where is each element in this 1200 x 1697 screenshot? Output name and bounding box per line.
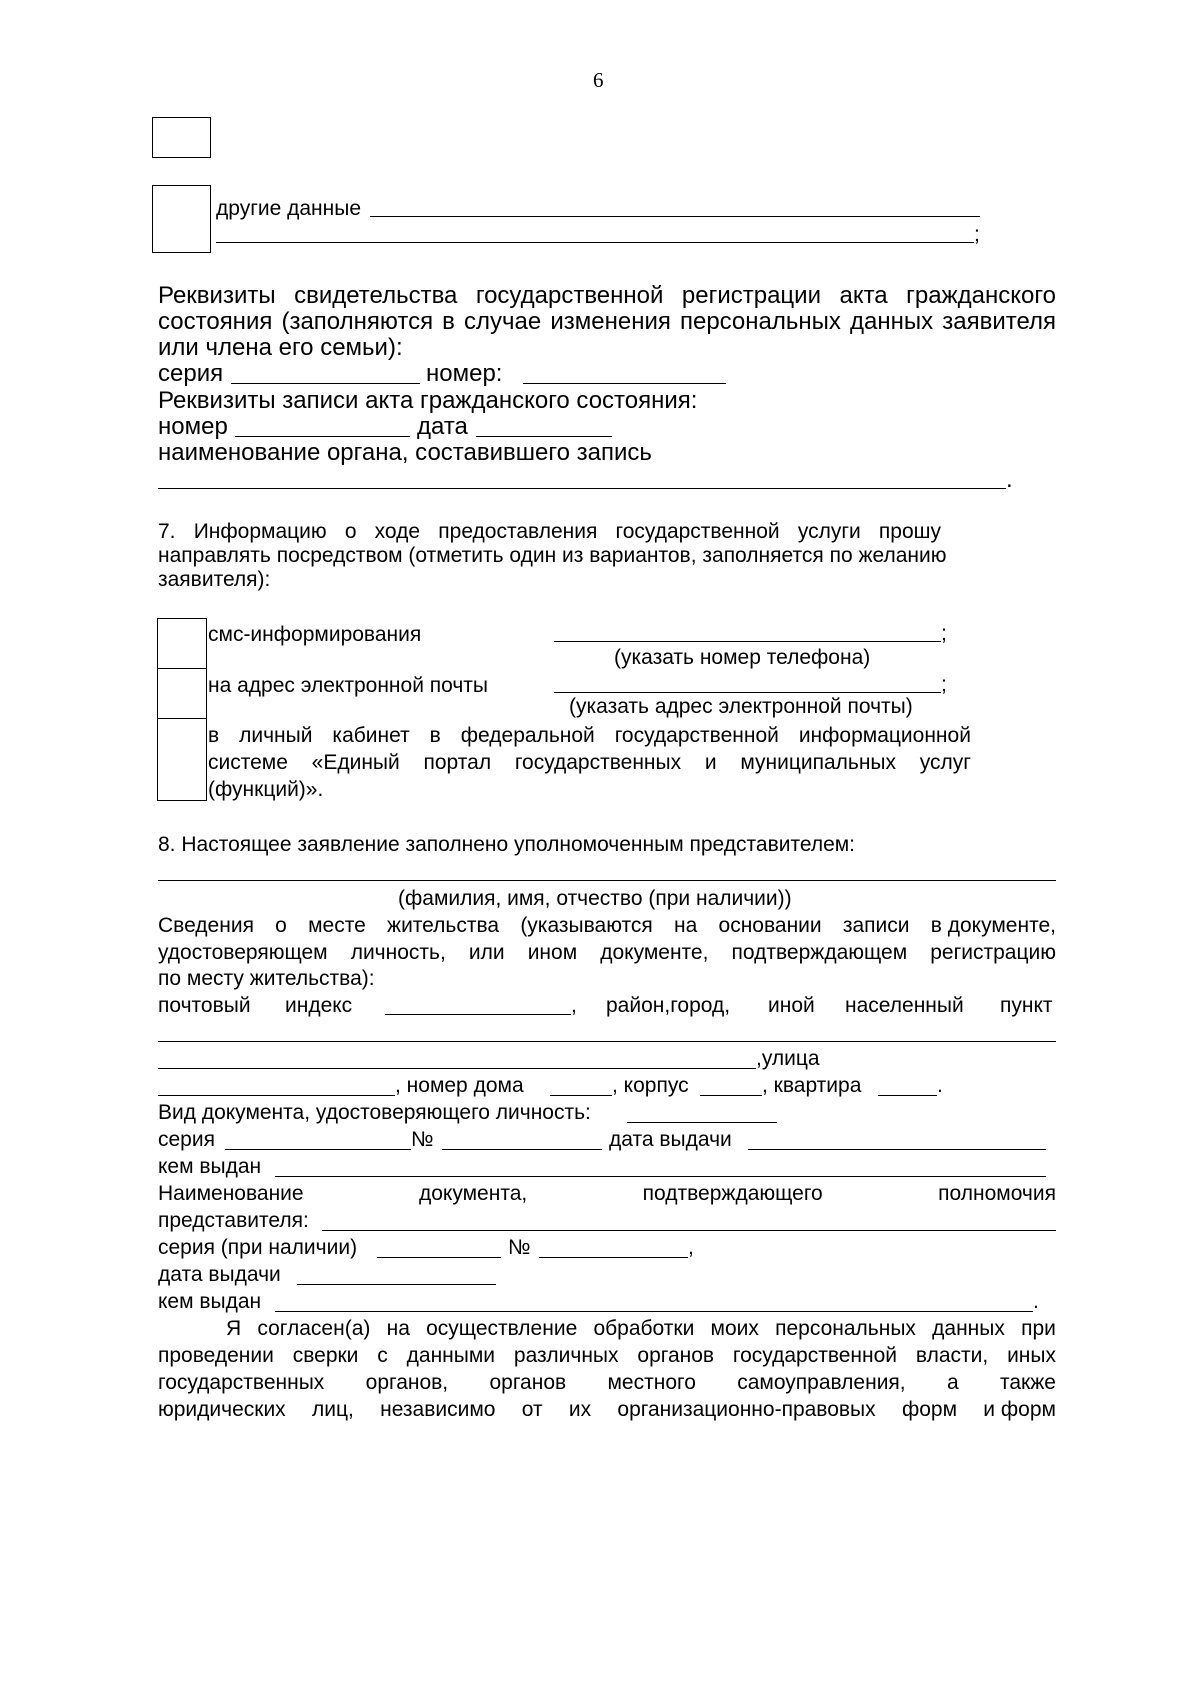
- other-data-end: ;: [974, 223, 980, 246]
- word: системе: [208, 751, 288, 774]
- email-address-field[interactable]: [554, 692, 941, 693]
- residence-line-3: по месту жительства):: [158, 967, 375, 990]
- sms-hint: (указать номер телефона): [614, 646, 871, 669]
- word: муниципальных: [740, 751, 897, 774]
- word: (заполняются: [281, 308, 434, 335]
- building-field[interactable]: [700, 1095, 762, 1096]
- id-doc-field[interactable]: [627, 1122, 777, 1123]
- street-label: ,улица: [756, 1047, 820, 1070]
- word: организационно-правовых: [617, 1398, 876, 1421]
- authority-issued-by-label: кем выдан: [158, 1290, 262, 1313]
- representative-fio-hint: (фамилия, имя, отчество (при наличии)): [398, 887, 792, 910]
- authority-issued-by-field[interactable]: [275, 1311, 1033, 1312]
- word: а: [946, 1371, 959, 1394]
- word: форм: [901, 1398, 958, 1421]
- id-issued-by-label: кем выдан: [158, 1155, 262, 1178]
- record-authority-end: .: [1006, 466, 1013, 493]
- word: сверки: [292, 1344, 359, 1367]
- word: самоуправления,: [737, 1371, 906, 1394]
- postal-label-6: пункт: [1000, 994, 1053, 1017]
- word: государственной: [614, 724, 779, 747]
- id-issued-by-field[interactable]: [275, 1176, 1046, 1177]
- word: данных: [932, 1317, 1005, 1340]
- word: ходе: [374, 520, 421, 543]
- word: осуществление: [426, 1317, 578, 1340]
- postal-index-field[interactable]: [385, 1014, 571, 1015]
- id-series-field[interactable]: [225, 1149, 411, 1150]
- word: полномочия: [938, 1182, 1056, 1205]
- word: записи: [842, 914, 910, 937]
- word: независимо: [380, 1398, 496, 1421]
- building-label: , корпус: [612, 1074, 689, 1097]
- word: личный: [239, 724, 313, 747]
- authority-issued-by-end: .: [1033, 1290, 1039, 1313]
- word: государственной: [615, 520, 780, 543]
- word: данных: [850, 308, 934, 335]
- postal-comma: ,: [571, 994, 577, 1017]
- word: портал: [423, 751, 492, 774]
- checkbox-other-data[interactable]: [152, 185, 211, 253]
- apartment-field[interactable]: [878, 1095, 937, 1096]
- certificate-series-field[interactable]: [231, 383, 420, 384]
- word: с: [377, 1344, 388, 1367]
- word: иных: [1007, 1344, 1056, 1367]
- word: государственных: [514, 751, 682, 774]
- word: и форм: [983, 1398, 1056, 1421]
- word: услуги: [797, 520, 861, 543]
- word: Наименование: [158, 1182, 304, 1205]
- word: при: [1021, 1317, 1056, 1340]
- id-series-label: серия: [158, 1128, 215, 1151]
- word: подтверждающего: [642, 1182, 823, 1205]
- consent-line-1: [226, 1316, 1056, 1342]
- word: предоставления: [438, 520, 598, 543]
- word: в: [429, 724, 441, 747]
- word: местного: [607, 1371, 696, 1394]
- section8-title: 8. Настоящее заявление заполнено уполномоченным представителем:: [158, 833, 856, 856]
- email-semicolon: ;: [941, 673, 947, 696]
- record-heading: Реквизиты записи акта гражданского состояния:: [158, 387, 698, 414]
- word: государственных: [158, 1371, 325, 1394]
- word: регистрацию: [930, 941, 1056, 964]
- record-date-label: дата: [417, 413, 468, 440]
- word: государственной: [732, 1344, 898, 1367]
- other-data-label: другие данные: [216, 197, 362, 220]
- authority-issue-date-field[interactable]: [297, 1284, 496, 1285]
- word: месте: [308, 914, 366, 937]
- id-number-field[interactable]: [442, 1149, 602, 1150]
- word: органов: [489, 1371, 567, 1394]
- word: в: [442, 308, 455, 335]
- word: моих: [710, 1317, 759, 1340]
- certificate-series-label: серия: [158, 360, 224, 387]
- authority-number-field[interactable]: [539, 1257, 688, 1258]
- house-field[interactable]: [550, 1095, 612, 1096]
- authority-issue-date-label: дата выдачи: [158, 1263, 281, 1286]
- word: органов: [637, 1344, 715, 1367]
- word: (указываются: [520, 914, 653, 937]
- settlement-field-2[interactable]: [158, 1068, 756, 1069]
- word: также: [999, 1371, 1056, 1394]
- word: о: [344, 520, 357, 543]
- authority-number-sign: №: [508, 1236, 531, 1259]
- word: проведении: [158, 1344, 274, 1367]
- word: акта: [839, 282, 888, 309]
- word: Сведения: [158, 914, 254, 937]
- word: на: [674, 914, 698, 937]
- authority-doc-line: [158, 1181, 1056, 1207]
- word: в документе,: [930, 914, 1056, 937]
- postal-label-3: район,город,: [606, 994, 731, 1017]
- postal-label-4: иной: [768, 994, 815, 1017]
- consent-line-4: [158, 1397, 1056, 1423]
- word: в: [208, 724, 220, 747]
- residence-line-1: [158, 913, 1056, 939]
- certificate-heading-line-3: или члена его семьи):: [158, 334, 403, 361]
- consent-line-2: [158, 1343, 1056, 1369]
- certificate-heading-line-1: [158, 282, 1056, 310]
- word: изменения: [550, 308, 671, 335]
- word: юридических: [158, 1398, 286, 1421]
- word: документе,: [600, 941, 709, 964]
- word: «Единый: [311, 751, 400, 774]
- word: Реквизиты: [158, 282, 276, 309]
- certificate-number-label: номер:: [426, 360, 503, 387]
- word: персональных: [775, 1317, 916, 1340]
- sms-phone-field[interactable]: [554, 641, 941, 642]
- house-label: , номер дома: [395, 1074, 524, 1097]
- representative-fio-field[interactable]: [158, 880, 1056, 881]
- word: случае: [464, 308, 542, 335]
- record-authority-field[interactable]: [158, 488, 1006, 489]
- id-doc-label: Вид документа, удостоверяющего личность:: [158, 1101, 591, 1124]
- residence-line-2: [158, 940, 1056, 966]
- representative-label: представителя:: [158, 1209, 309, 1232]
- other-data-line-2[interactable]: [216, 242, 974, 243]
- section7-line-2: направлять посредством (отметить один из вариантов, заполняется по желанию: [158, 544, 947, 567]
- checkbox-top[interactable]: [152, 117, 211, 158]
- word: федеральной: [460, 724, 595, 747]
- word: от: [521, 1398, 543, 1421]
- word: власти,: [915, 1344, 989, 1367]
- portal-line-2: [208, 750, 971, 776]
- portal-line-3: (функций)».: [208, 778, 324, 801]
- checkbox-portal[interactable]: [157, 718, 207, 801]
- section7-line-3: заявителя):: [158, 568, 271, 591]
- checkbox-email[interactable]: [157, 668, 207, 719]
- postal-label-5: населенный: [845, 994, 964, 1017]
- word: кабинет: [332, 724, 410, 747]
- word: документа,: [419, 1182, 528, 1205]
- word: их: [568, 1398, 592, 1421]
- authority-series-label: серия (при наличии): [158, 1236, 358, 1259]
- word: подтверждающем: [731, 941, 908, 964]
- sms-semicolon: ;: [941, 622, 947, 645]
- word: свидетельства: [294, 282, 458, 309]
- authority-comma: ,: [688, 1236, 694, 1259]
- postal-label-2: индекс: [285, 994, 353, 1017]
- page-number: 6: [593, 68, 604, 92]
- word: состояния: [158, 308, 273, 335]
- checkbox-sms[interactable]: [157, 618, 207, 669]
- authority-series-field[interactable]: [377, 1257, 501, 1258]
- email-hint: (указать адрес электронной почты): [569, 695, 913, 718]
- record-authority-label: наименование органа, составившего запись: [158, 439, 652, 466]
- word: 7.: [158, 520, 176, 543]
- word: регистрации: [681, 282, 821, 309]
- settlement-field[interactable]: [158, 1041, 1056, 1042]
- word: прошу: [878, 520, 941, 543]
- word: информационной: [798, 724, 971, 747]
- postal-label-1: почтовый: [158, 994, 251, 1017]
- word: согласен(а): [257, 1317, 371, 1340]
- word: о: [275, 914, 287, 937]
- word: обработки: [593, 1317, 695, 1340]
- sms-label: смс-информирования: [208, 623, 422, 646]
- word: личность,: [350, 941, 446, 964]
- authority-doc-field[interactable]: [322, 1230, 1056, 1231]
- street-field[interactable]: [158, 1095, 395, 1096]
- section7-line-1: [158, 519, 941, 545]
- id-issue-date-label: дата выдачи: [609, 1128, 732, 1151]
- id-number-sign: №: [411, 1128, 434, 1151]
- record-number-label: номер: [158, 413, 228, 440]
- id-issue-date-field[interactable]: [748, 1149, 1046, 1150]
- certificate-number-field[interactable]: [523, 383, 726, 384]
- word: различных: [513, 1344, 619, 1367]
- word: Я: [226, 1317, 242, 1340]
- email-label: на адрес электронной почты: [208, 674, 489, 697]
- word: лиц,: [311, 1398, 354, 1421]
- word: на: [386, 1317, 410, 1340]
- apartment-end: .: [937, 1074, 943, 1097]
- word: заявителя: [942, 308, 1056, 335]
- word: услуг: [919, 751, 971, 774]
- word: жительства: [387, 914, 500, 937]
- word: и: [704, 751, 717, 774]
- apartment-label: , квартира: [762, 1074, 862, 1097]
- other-data-line-1[interactable]: [370, 216, 980, 217]
- certificate-heading-line-2: [158, 308, 1056, 336]
- portal-line-1: [208, 723, 971, 749]
- consent-line-3: [158, 1370, 1056, 1396]
- word: данными: [406, 1344, 496, 1367]
- word: персональных: [679, 308, 841, 335]
- record-date-field[interactable]: [476, 436, 612, 437]
- word: основании: [718, 914, 822, 937]
- word: государственной: [475, 282, 664, 309]
- record-number-field[interactable]: [235, 436, 410, 437]
- word: органов,: [365, 1371, 449, 1394]
- word: или: [468, 941, 505, 964]
- word: удостоверяющем: [158, 941, 328, 964]
- word: ином: [527, 941, 578, 964]
- word: Информацию: [193, 520, 327, 543]
- word: гражданского: [906, 282, 1056, 309]
